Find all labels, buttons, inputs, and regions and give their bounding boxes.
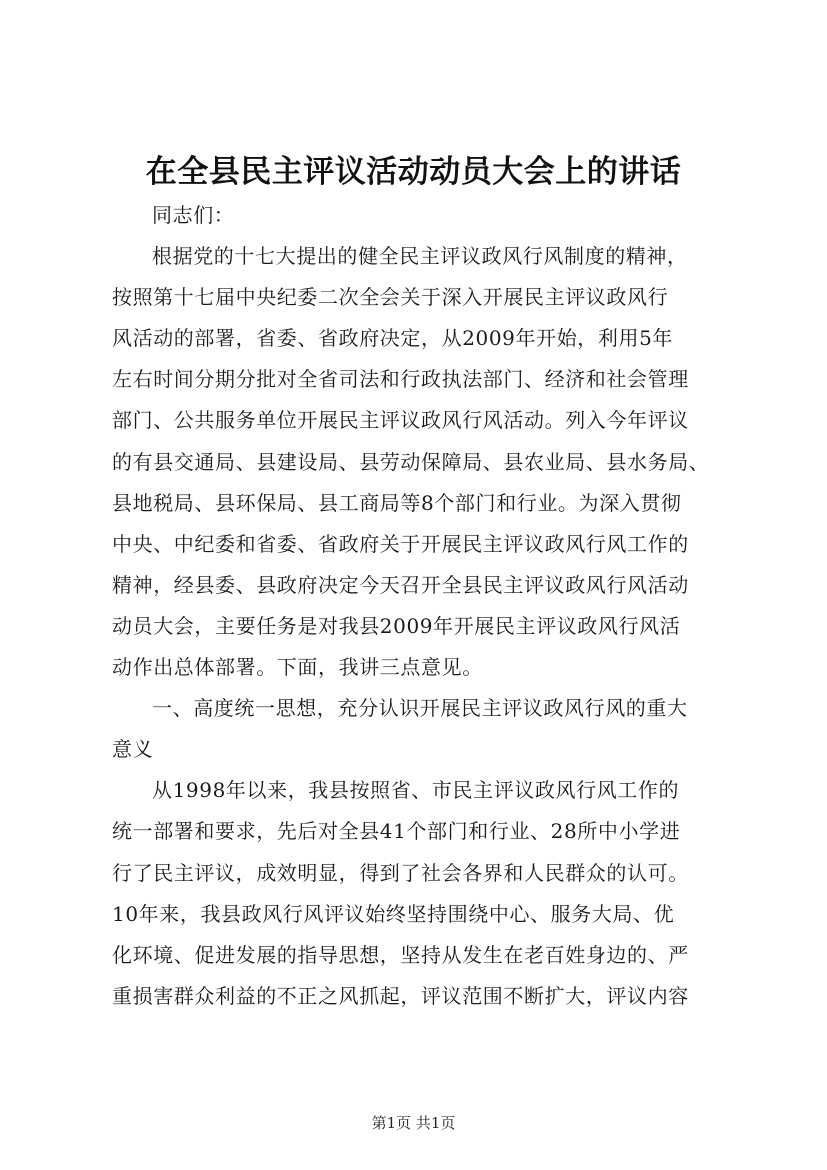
section-heading-line: 一、高度统一思想，充分认识开展民主评议政风行风的重大 [152,696,688,721]
paragraph-line: 10年来，我县政风行风评议始终坚持围绕中心、服务大局、优 [112,901,675,926]
paragraph-line: 精神，经县委、县政府决定今天召开全县民主评议政风行风活动 [112,572,689,597]
document-body [112,195,732,1017]
paragraph-line: 重损害群众利益的不正之风抓起，评议范围不断扩大，评议内容 [112,983,689,1008]
paragraph-line: 左右时间分期分批对全省司法和行政执法部门、经济和社会管理 [112,367,689,392]
page-number-footer: 第1页 共1页 [371,1114,456,1132]
salutation-line: 同志们： [152,203,235,227]
paragraph-line: 县地税局、县环保局、县工商局等8个部门和行业。为深入贯彻 [112,490,682,515]
section-heading-line: 意义 [112,737,154,762]
document-title: 在全县民主评议活动动员大会上的讲话 [145,154,682,190]
paragraph-line: 根据党的十七大提出的健全民主评议政风行风制度的精神， [152,244,688,269]
paragraph-line: 行了民主评议，成效明显，得到了社会各界和人民群众的认可。 [112,860,689,885]
paragraph-line: 动作出总体部署。下面，我讲三点意见。 [112,655,483,680]
paragraph-line: 动员大会，主要任务是对我县2009年开展民主评议政风行风活 [112,613,681,638]
paragraph-line: 的有县交通局、县建设局、县劳动保障局、县农业局、县水务局、 [112,449,710,474]
paragraph-line: 从1998年以来，我县按照省、市民主评议政风行风工作的 [152,778,680,803]
paragraph-line: 中央、中纪委和省委、省政府关于开展民主评议政风行风工作的 [112,531,689,556]
paragraph-line: 按照第十七届中央纪委二次全会关于深入开展民主评议政风行 [112,285,669,310]
paragraph-line: 风活动的部署，省委、省政府决定，从2009年开始，利用5年 [112,326,674,351]
paragraph-line: 统一部署和要求，先后对全县41个部门和行业、28所中小学进 [112,819,681,844]
paragraph-line: 部门、公共服务单位开展民主评议政风行风活动。列入今年评议 [112,408,689,433]
paragraph-line: 化环境、促进发展的指导思想，坚持从发生在老百姓身边的、严 [112,942,689,967]
